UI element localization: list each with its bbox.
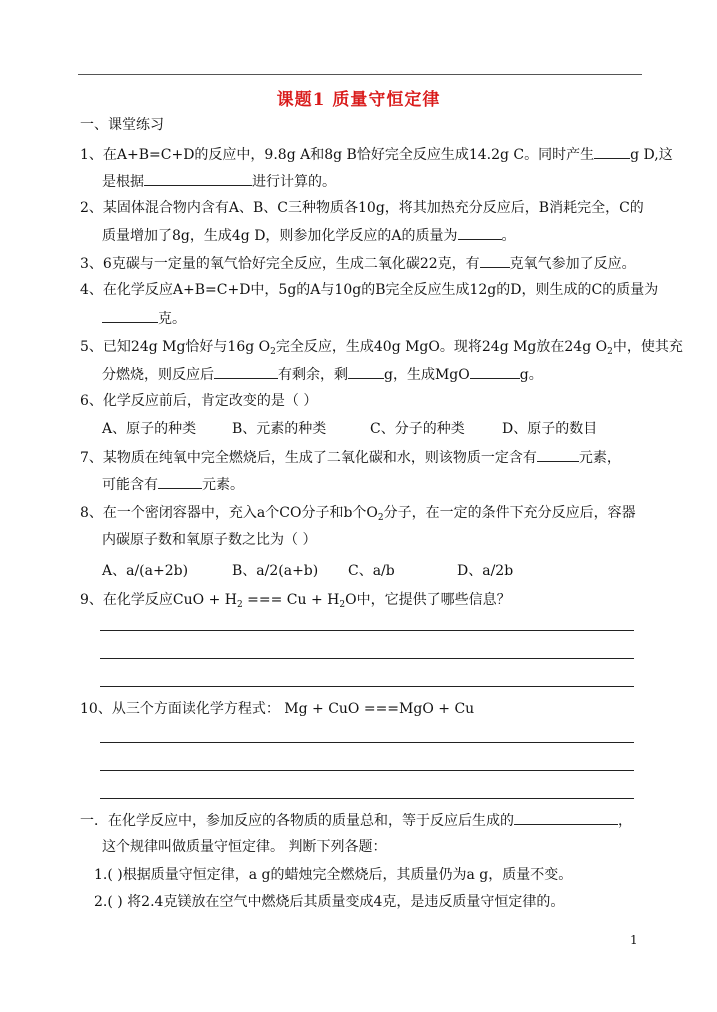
q7-blank-2[interactable] bbox=[158, 475, 202, 489]
q9-sub-1: 2 bbox=[236, 600, 243, 610]
q9-text-1: 9、在化学反应CuO + H bbox=[80, 592, 237, 608]
question-4: 4、在化学反应A+B=C+D中，5g的A与10g的B完全反应生成12g的D，则生成的C的质量为 bbox=[80, 282, 659, 298]
part2-text-1: 一．在化学反应中，参加反应的各物质的质量总和，等于反应后生成的 bbox=[80, 813, 514, 829]
q8-text-2: 分子，在一定的条件下充分反应后，容器 bbox=[383, 505, 636, 521]
q3-blank[interactable] bbox=[480, 254, 510, 268]
q5-text-4: 分燃烧，则反应后 bbox=[102, 367, 214, 383]
question-4-cont bbox=[102, 309, 186, 328]
q8-option-c[interactable]: C、a/b bbox=[348, 563, 395, 579]
q3-text-2: 克氧气参加了反应。 bbox=[509, 256, 636, 272]
q9-answer-line-1[interactable] bbox=[100, 630, 634, 631]
judge-item-2[interactable]: 2.( ) 将2.4克镁放在空气中燃烧后其质量变成4克，是违反质量守恒定律的。 bbox=[94, 894, 565, 910]
question-7 bbox=[80, 448, 621, 467]
q4-blank[interactable] bbox=[102, 309, 158, 323]
question-5-cont bbox=[102, 365, 543, 384]
question-1 bbox=[80, 145, 673, 164]
q9-text-2: === Cu + H bbox=[242, 592, 340, 608]
q9-text-3: O中，它提供了哪些信息？ bbox=[345, 592, 511, 608]
q5-text-7: g。 bbox=[519, 367, 543, 383]
q1-blank-1[interactable] bbox=[594, 145, 630, 159]
q8-sub: 2 bbox=[377, 513, 384, 523]
page-title: 课题1 质量守恒定律 bbox=[276, 90, 441, 110]
question-5 bbox=[80, 338, 683, 356]
q4-text-2: 克。 bbox=[158, 311, 186, 327]
question-8 bbox=[80, 504, 636, 522]
q10-answer-line-1[interactable] bbox=[100, 742, 634, 743]
q5-blank-1[interactable] bbox=[214, 365, 278, 379]
q2-blank[interactable] bbox=[458, 226, 502, 240]
q3-text: 3、6克碳与一定量的氧气恰好完全反应，生成二氧化碳22克，有 bbox=[80, 256, 480, 272]
q5-text-1: 5、已知24g Mg恰好与16g O bbox=[80, 339, 271, 355]
q7-text: 7、某物质在纯氧中完全燃烧后，生成了二氧化碳和水，则该物质一定含有 bbox=[80, 450, 537, 466]
page-number: 1 bbox=[630, 933, 638, 947]
question-3 bbox=[80, 254, 636, 273]
q1-text-2: g D,这 bbox=[630, 147, 673, 163]
question-2: 2、某固体混合物内含有A、B、C三种物质各10g，将其加热充分反应后，B消耗完全，C的 bbox=[80, 200, 644, 216]
q5-blank-3[interactable] bbox=[470, 365, 520, 379]
q8-option-b[interactable]: B、a/2(a+b) bbox=[232, 563, 319, 579]
question-7-cont bbox=[102, 475, 244, 494]
q10-answer-line-2[interactable] bbox=[100, 770, 634, 771]
q7-blank-1[interactable] bbox=[537, 448, 579, 462]
q5-text-3: 中，使其充 bbox=[612, 339, 683, 355]
part2-stem bbox=[80, 811, 632, 830]
question-6: 6、化学反应前后，肯定改变的是（ ） bbox=[80, 393, 318, 409]
q7-text-3: 可能含有 bbox=[102, 477, 158, 493]
question-9 bbox=[80, 591, 511, 609]
question-10: 10、从三个方面读化学方程式： Mg + CuO ===MgO + Cu bbox=[80, 701, 475, 717]
part2-stem-cont: 这个规律叫做质量守恒定律。 判断下列各题： bbox=[102, 839, 387, 855]
q6-option-a[interactable]: A、原子的种类 bbox=[102, 421, 197, 437]
header-rule bbox=[78, 74, 642, 75]
q9-sub-2: 2 bbox=[339, 600, 346, 610]
section-heading: 一、课堂练习 bbox=[80, 117, 164, 133]
q8-option-d[interactable]: D、a/2b bbox=[457, 563, 514, 579]
q8-text-1: 8、在一个密闭容器中，充入a个CO分子和b个O bbox=[80, 505, 378, 521]
q6-option-b[interactable]: B、元素的种类 bbox=[232, 421, 327, 437]
q1-text: 1、在A+B=C+D的反应中，9.8g A和8g B恰好完全反应生成14.2g C。同时产生 bbox=[80, 147, 595, 163]
q7-text-2: 元素， bbox=[578, 450, 621, 466]
q6-option-d[interactable]: D、原子的数目 bbox=[502, 421, 598, 437]
q5-blank-2[interactable] bbox=[348, 365, 384, 379]
q2-text-3: 。 bbox=[501, 228, 516, 244]
q9-answer-line-2[interactable] bbox=[100, 658, 634, 659]
q10-answer-line-3[interactable] bbox=[100, 798, 634, 799]
part2-text-2: ， bbox=[618, 813, 632, 829]
q5-sub-1: 2 bbox=[270, 347, 276, 357]
judge-item-1[interactable]: 1.( )根据质量守恒定律，a g的蜡烛完全燃烧后，其质量仍为a g，质量不变。 bbox=[94, 867, 573, 883]
question-2-cont bbox=[102, 226, 516, 245]
q1-text-3: 是根据 bbox=[102, 174, 144, 190]
q6-option-c[interactable]: C、分子的种类 bbox=[370, 421, 465, 437]
q5-text-2: 完全反应，生成40g MgO。现将24g Mg放在24g O bbox=[275, 339, 608, 355]
part2-blank[interactable] bbox=[514, 811, 618, 825]
q8-option-a[interactable]: A、a/(a+2b) bbox=[102, 563, 189, 579]
question-8-cont: 内碳原子数和氧原子数之比为（ ） bbox=[102, 532, 317, 548]
q5-text-5: 有剩余，剩 bbox=[278, 367, 348, 383]
q1-blank-2[interactable] bbox=[144, 172, 252, 186]
question-1-cont bbox=[102, 172, 336, 191]
q7-text-4: 元素。 bbox=[202, 477, 244, 493]
q1-text-4: 进行计算的。 bbox=[252, 174, 336, 190]
q5-sub-2: 2 bbox=[607, 347, 613, 357]
q2-text-2: 质量增加了8g，生成4g D，则参加化学反应的A的质量为 bbox=[102, 228, 458, 244]
q9-answer-line-3[interactable] bbox=[100, 686, 634, 687]
q5-text-6: g，生成MgO bbox=[384, 367, 470, 383]
